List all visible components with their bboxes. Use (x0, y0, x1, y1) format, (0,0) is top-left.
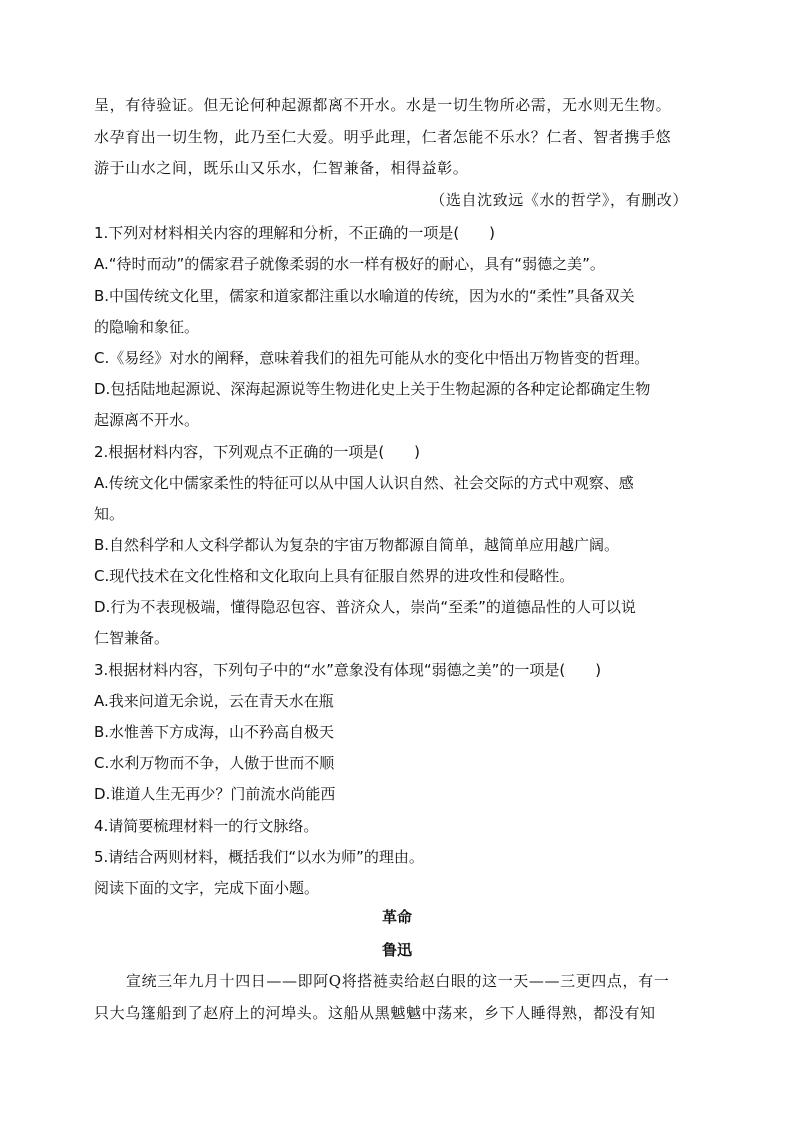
question-3: 3.根据材料内容，下列句子中的“水”意象没有体现“弱德之美”的一项是( ) (94, 661, 602, 679)
q3-option-a: A.我来问道无余说，云在青天水在瓶 (94, 692, 334, 710)
q1-option-b-cont: 的隐喻和象征。 (94, 318, 200, 336)
passage-line-1: 呈，有待验证。但无论何种起源都离不开水。水是一切生物所必需，无水则无生物。 (94, 96, 672, 114)
q1-option-d-cont: 起源离不开水。 (94, 411, 200, 429)
q2-option-a: A.传统文化中儒家柔性的特征可以从中国人认识自然、社会交际的方式中观察、感 (94, 474, 634, 492)
question-1: 1.下列对材料相关内容的理解和分析，不正确的一项是( ) (94, 224, 496, 242)
q2-option-b: B.自然科学和人文科学都认为复杂的宇宙万物都源自简单，越简单应用越广阔。 (94, 536, 620, 554)
source-citation: （选自沈致远《水的哲学》，有删改） (430, 191, 688, 209)
q3-option-d: D.谁道人生无再少？门前流水尚能西 (94, 785, 336, 803)
story-title: 革命 (381, 908, 412, 926)
q1-option-d: D.包括陆地起源说、深海起源说等生物进化史上关于生物起源的各种定论都确定生物 (94, 380, 651, 398)
q2-option-a-cont: 知。 (94, 505, 125, 523)
q3-option-c: C.水利万物而不争，人傲于世而不顺 (94, 754, 335, 772)
passage-line-2: 水孕育出一切生物，此乃至仁大爱。明乎此理，仁者怎能不乐水？仁者、智者携手悠 (94, 128, 672, 146)
question-5: 5.请结合两则材料，概括我们“以水为师”的理由。 (94, 848, 424, 866)
q1-option-b: B.中国传统文化里，儒家和道家都注重以水喻道的传统，因为水的“柔性”具备双关 (94, 287, 635, 305)
story-line-2: 只大乌篷船到了赵府上的河埠头。这船从黑魆魆中荡来，乡下人睡得熟，都没有知 (94, 1004, 656, 1022)
passage-line-3: 游于山水之间，既乐山又乐水，仁智兼备，相得益彰。 (94, 159, 469, 177)
question-2: 2.根据材料内容，下列观点不正确的一项是( ) (94, 443, 421, 461)
story-line-1: 宣统三年九月十四日——即阿Q将搭裢卖给赵白眼的这一天——三更四点，有一 (126, 972, 670, 990)
q2-option-d-cont: 仁智兼备。 (94, 629, 170, 647)
question-4: 4.请简要梳理材料一的行文脉络。 (94, 817, 319, 835)
reading-instruction: 阅读下面的文字，完成下面小题。 (94, 879, 320, 897)
q2-option-c: C.现代技术在文化性格和文化取向上具有征服自然界的进攻性和侵略性。 (94, 567, 575, 585)
q3-option-b: B.水惟善下方成海，山不矜高自极天 (94, 723, 335, 741)
story-author: 鲁迅 (381, 941, 412, 959)
q2-option-d: D.行为不表现极端，懂得隐忍包容、普济众人，崇尚“至柔”的道德品性的人可以说 (94, 598, 636, 616)
q1-option-a: A.“待时而动”的儒家君子就像柔弱的水一样有极好的耐心，具有“弱德之美”。 (94, 255, 605, 273)
q1-option-c: C.《易经》对水的阐释，意味着我们的祖先可能从水的变化中悟出万物皆变的哲理。 (94, 349, 650, 367)
